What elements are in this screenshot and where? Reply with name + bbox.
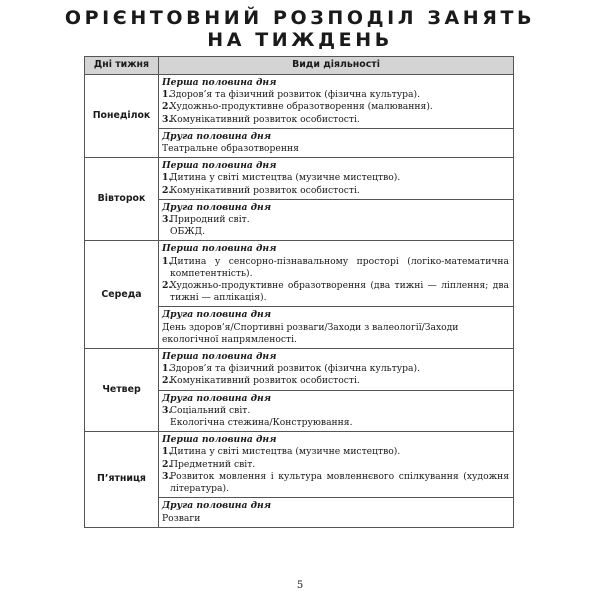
day-cell: Понеділок xyxy=(85,75,159,158)
list-item: 1. Дитина у світі мистецтва (музичне мистецтво). xyxy=(162,446,401,458)
second-half xyxy=(159,128,513,157)
second-half xyxy=(159,199,513,241)
second-half-extra: Екологічна стежина/Конструювання. xyxy=(170,417,353,429)
list-item: 2. Комунікативний розвиток особистості. xyxy=(162,375,360,387)
table-header-row xyxy=(85,57,514,75)
second-half-label: Друга половина дня xyxy=(162,201,272,213)
second-half-label: Друга половина дня xyxy=(162,309,272,321)
first-half xyxy=(159,75,513,128)
page-title-line-2: НА ТИЖДЕНЬ xyxy=(207,29,393,51)
table-row-friday xyxy=(85,432,514,527)
header-activities: Види діяльності xyxy=(159,57,514,75)
weekly-schedule-table xyxy=(84,56,514,528)
list-item: 2. Художньо-продуктивне образотворення (два тижні — ліплення; два тижні — аплікація). xyxy=(162,280,509,304)
activities-cell xyxy=(159,349,514,432)
table-row-wednesday xyxy=(85,241,514,349)
first-half xyxy=(159,432,513,497)
activities-cell xyxy=(159,158,514,241)
list-item: 1. Здоров’я та фізичний розвиток (фізична культура). xyxy=(162,89,421,101)
second-half-text: День здоров’я/Спортивні розваги/Заходи з валеології/Заходи екологічної напрямленості. xyxy=(162,321,459,345)
first-half-label: Перша половина дня xyxy=(162,434,277,446)
first-half-label: Перша половина дня xyxy=(162,160,277,172)
list-item: 3. Соціальний світ. xyxy=(162,404,251,416)
day-cell: П’ятниця xyxy=(85,432,159,527)
table-row-monday xyxy=(85,75,514,158)
page-number: 5 xyxy=(296,580,304,591)
header-days: Дні тижня xyxy=(85,57,159,75)
activities-cell xyxy=(159,241,514,349)
activities-cell xyxy=(159,432,514,527)
table-row-thursday xyxy=(85,349,514,432)
list-item: 3. Природний світ. xyxy=(162,214,250,226)
second-half-label: Друга половина дня xyxy=(162,392,272,404)
table-row-tuesday xyxy=(85,158,514,241)
activities-cell xyxy=(159,75,514,158)
page-title-line-1: ОРІЄНТОВНИЙ РОЗПОДІЛ ЗАНЯТЬ xyxy=(64,7,536,29)
second-half-text: Театральне образотворення xyxy=(162,143,299,155)
first-half-label: Перша половина дня xyxy=(162,243,277,255)
list-item: 3. Розвиток мовлення і культура мовленнєвого спілкування (художня література). xyxy=(162,470,509,495)
day-cell: Вівторок xyxy=(85,158,159,241)
first-half xyxy=(159,349,513,390)
second-half xyxy=(159,497,513,526)
list-item: 1. Дитина у сенсорно-пізнавальному просторі (логіко-математична компетентність). xyxy=(162,255,509,279)
list-item: 1. Здоров’я та фізичний розвиток (фізична культура). xyxy=(162,363,421,375)
second-half xyxy=(159,390,513,432)
first-half-label: Перша половина дня xyxy=(162,77,277,88)
second-half-text: Розваги xyxy=(162,512,201,524)
first-half xyxy=(159,158,513,199)
list-item: 2. Предметний світ. xyxy=(162,458,256,470)
first-half-label: Перша половина дня xyxy=(162,351,277,363)
second-half xyxy=(159,306,513,348)
second-half-label: Друга половина дня xyxy=(162,130,272,142)
list-item: 2. Комунікативний розвиток особистості. xyxy=(162,184,360,196)
day-cell: Четвер xyxy=(85,349,159,432)
list-item: 2. Художньо-продуктивне образотворення (малювання). xyxy=(162,101,433,113)
day-cell: Середа xyxy=(85,241,159,349)
second-half-extra: ОБЖД. xyxy=(170,226,205,238)
first-half xyxy=(159,241,513,306)
list-item: 1. Дитина у світі мистецтва (музичне мистецтво). xyxy=(162,172,401,184)
list-item: 3. Комунікативний розвиток особистості. xyxy=(162,113,360,125)
second-half-label: Друга половина дня xyxy=(162,500,272,512)
